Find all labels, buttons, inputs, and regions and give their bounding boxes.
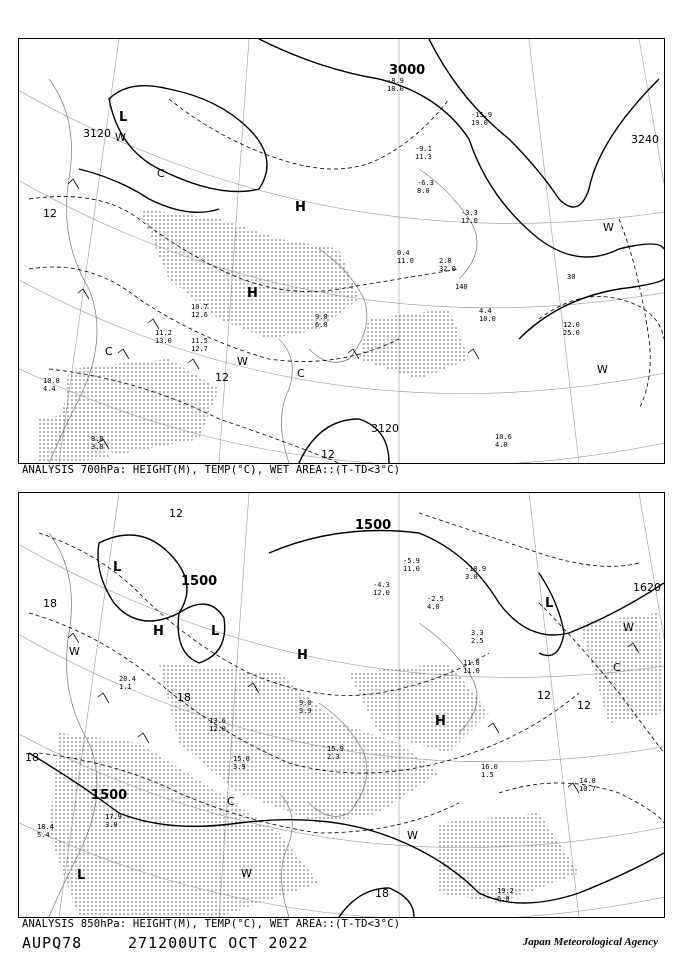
obs-top-5-t: 0.4 (397, 249, 410, 257)
obs-top-1-t: -15.9 (471, 111, 493, 119)
obs-top-8-d: 25.0 (563, 329, 580, 337)
obs-bottom-14-d: 2.3 (327, 753, 340, 761)
obs-bottom-7-d: 3.9 (233, 763, 246, 771)
contour-label-bottom-1: 1500 (181, 574, 218, 589)
obs-top-14-t: 11.5 (191, 337, 208, 345)
obs-top-4-d: 17.0 (461, 217, 478, 225)
obs-bottom-6-t: 13.6 (209, 717, 226, 725)
obs-bottom-6-d: 12.0 (209, 725, 226, 733)
isotherm-label-top-2: 12 (321, 448, 335, 461)
map-850hpa-labels (19, 493, 664, 917)
obs-top-2-d: 11.3 (415, 153, 432, 161)
center-bottom-8: W (623, 621, 634, 634)
center-bottom-12: C (227, 795, 235, 808)
obs-bottom-0-d: 12.0 (373, 589, 390, 597)
obs-bottom-5-d: 11.0 (463, 667, 480, 675)
obs-bottom-14-t: 15.9 (327, 745, 344, 753)
center-top-5: W (237, 355, 248, 368)
obs-bottom-2-t: -10.9 (465, 565, 487, 573)
obs-top-11-t: 11.2 (155, 329, 172, 337)
contour-label-top-1: 3120 (83, 127, 111, 140)
center-bottom-1: L (211, 624, 220, 639)
valid-time: 271200UTC OCT 2022 (128, 934, 309, 952)
isotherm-label-bottom-4: 18 (177, 691, 191, 704)
obs-bottom-8-d: 1.5 (481, 771, 494, 779)
obs-top-9-d: 4.0 (495, 441, 508, 449)
contour-label-top-2: 3240 (631, 133, 659, 146)
isotherm-label-top-0: 12 (43, 207, 57, 220)
center-top-9: C (297, 367, 305, 380)
center-bottom-11: C (613, 661, 621, 674)
obs-bottom-10-d: 6.0 (497, 895, 510, 903)
obs-bottom-5-t: 11.8 (463, 659, 480, 667)
center-top-2: H (247, 286, 258, 301)
contour-label-bottom-0: 1500 (355, 518, 392, 533)
obs-bottom-4-d: 2.5 (471, 637, 484, 645)
contour-label-top-0: 3000 (389, 63, 426, 78)
obs-bottom-11-t: 20.4 (119, 675, 136, 683)
center-top-4: W (603, 221, 614, 234)
obs-bottom-0-t: -4.3 (373, 581, 390, 589)
center-bottom-10: W (241, 867, 252, 880)
obs-top-3-t: -6.3 (417, 179, 434, 187)
isotherm-label-bottom-1: 12 (537, 689, 551, 702)
obs-top-15-t: 10.8 (43, 377, 60, 385)
isotherm-label-top-1: 12 (215, 371, 229, 384)
obs-bottom-15-d: 3.9 (299, 707, 312, 715)
map-700hpa-labels (19, 39, 664, 463)
obs-top-10-t: 9.0 (315, 313, 328, 321)
isotherm-label-bottom-6: 18 (375, 887, 389, 900)
center-top-7: C (157, 167, 165, 180)
obs-top-2-t: -9.1 (415, 145, 432, 153)
obs-bottom-9-d: 10.7 (579, 785, 596, 793)
obs-top-7-t: 4.4 (479, 307, 492, 315)
obs-top-8-t: 12.0 (563, 321, 580, 329)
obs-top-10-d: 6.0 (315, 321, 328, 329)
caption-850hpa: ANALYSIS 850hPa: HEIGHT(M), TEMP(°C), WET AREA::(T-TD<3°C) (22, 918, 401, 930)
obs-bottom-1-d: 11.0 (403, 565, 420, 573)
obs-top-0-t: -8.9 (387, 77, 404, 85)
obs-bottom-2-d: 3.0 (465, 573, 478, 581)
obs-bottom-3-t: -2.5 (427, 595, 444, 603)
obs-bottom-9-t: 14.8 (579, 777, 596, 785)
obs-top-3-d: 8.0 (417, 187, 430, 195)
obs-bottom (37, 557, 596, 903)
obs-bottom-7-t: 15.0 (233, 755, 250, 763)
obs-bottom-10-t: 19.2 (497, 887, 514, 895)
isotherm-label-bottom-3: 18 (43, 597, 57, 610)
contour-label-bottom-3: 1620 (633, 581, 661, 594)
center-bottom-4: H (153, 624, 164, 639)
obs-bottom-12-d: 5.4 (37, 831, 50, 839)
lon-label-top: 140 (455, 283, 468, 291)
center-top-3: W (115, 131, 126, 144)
obs-top-1-d: 19.0 (471, 119, 488, 127)
obs-top-5-d: 11.0 (397, 257, 414, 265)
center-bottom-7: W (69, 645, 80, 658)
obs-top-12-t: 10.7 (191, 303, 208, 311)
obs-top-15-d: 4.4 (43, 385, 56, 393)
center-bottom-3: L (77, 868, 86, 883)
lat-label-top: 30 (567, 273, 576, 281)
obs-bottom-13-d: 3.0 (105, 821, 118, 829)
obs-bottom-11-d: 1.1 (119, 683, 132, 691)
map-700hpa-panel (18, 38, 665, 464)
center-top-8: C (105, 345, 113, 358)
center-bottom-6: H (435, 714, 446, 729)
obs-top-7-d: 10.0 (479, 315, 496, 323)
agency-name: Japan Meteorological Agency (522, 936, 658, 948)
obs-bottom-3-d: 4.0 (427, 603, 440, 611)
center-bottom-0: L (113, 560, 122, 575)
obs-top-4-t: -3.3 (461, 209, 478, 217)
center-top-0: L (119, 110, 128, 125)
obs-top-6-d: 32.0 (439, 265, 456, 273)
isotherm-label-bottom-2: 12 (577, 699, 591, 712)
map-850hpa-panel (18, 492, 665, 918)
obs-bottom-13-t: 17.9 (105, 813, 122, 821)
isotherm-label-bottom-0: 12 (169, 507, 183, 520)
product-code: AUPQ78 (22, 934, 83, 952)
obs-bottom-15-t: 9.0 (299, 699, 312, 707)
center-bottom-5: H (297, 648, 308, 663)
caption-700hpa: ANALYSIS 700hPa: HEIGHT(M), TEMP(°C), WET AREA::(T-TD<3°C) (22, 464, 401, 476)
obs-bottom-1-t: -5.9 (403, 557, 420, 565)
center-top-1: H (295, 200, 306, 215)
obs-bottom-4-t: 3.3 (471, 629, 484, 637)
obs-top-12-d: 12.6 (191, 311, 208, 319)
center-bottom-2: L (545, 596, 554, 611)
center-bottom-9: W (407, 829, 418, 842)
isotherm-label-bottom-5: 18 (25, 751, 39, 764)
obs-top-13-d: 3.0 (91, 443, 104, 451)
contour-label-bottom-2: 1500 (91, 788, 128, 803)
obs-top-6-t: 2.8 (439, 257, 452, 265)
obs-bottom-8-t: 16.0 (481, 763, 498, 771)
contour-label-top-3: 3120 (371, 422, 399, 435)
obs-top-0-d: 18.0 (387, 85, 404, 93)
center-top-6: W (597, 363, 608, 376)
obs-top-9-t: 10.6 (495, 433, 512, 441)
obs-top-13-t: 8.8 (91, 435, 104, 443)
obs-bottom-12-t: 18.4 (37, 823, 54, 831)
obs-top-14-d: 12.7 (191, 345, 208, 353)
obs-top-11-d: 13.0 (155, 337, 172, 345)
